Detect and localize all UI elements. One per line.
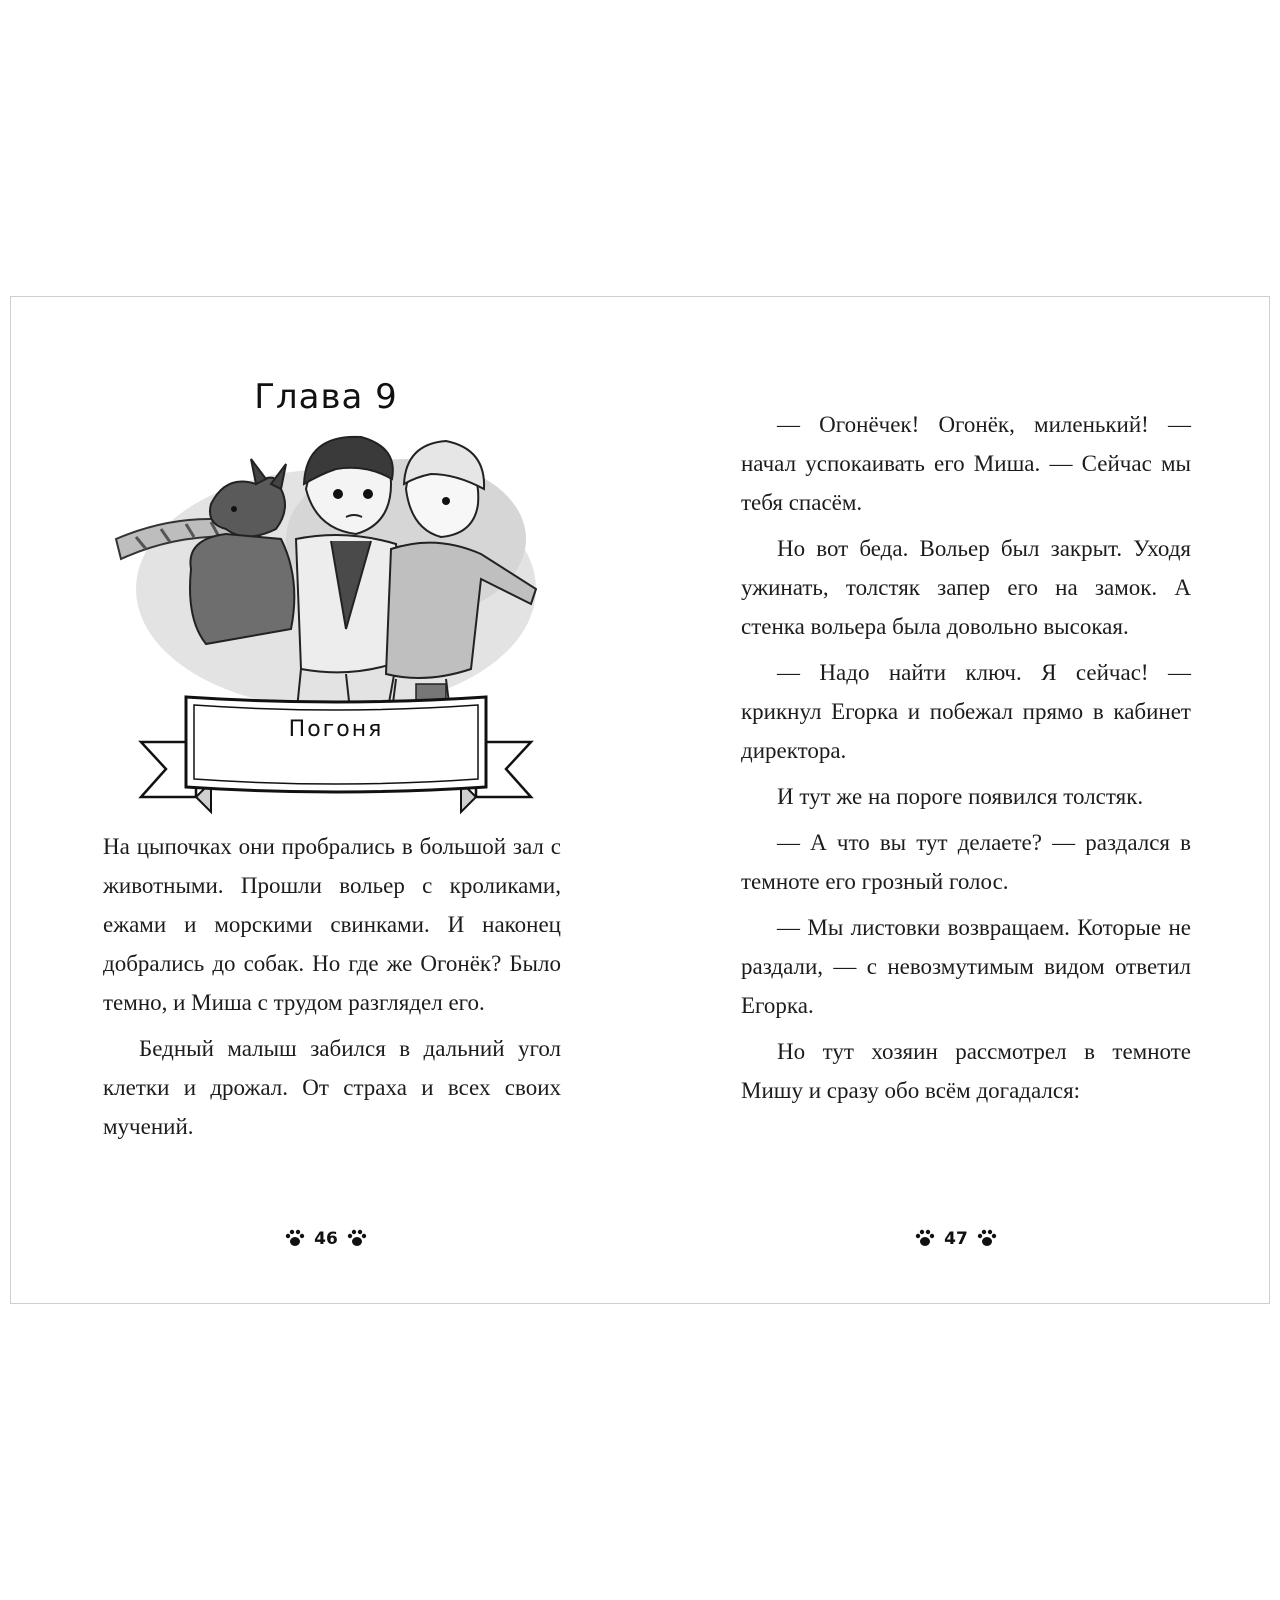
paragraph: Но тут хозяин рассмотрел в темноте Мишу и сразу обо всём догадался:: [741, 1039, 1191, 1103]
paw-print-icon: [915, 1229, 935, 1247]
book-spread: [10, 296, 1270, 1304]
page-number-left: [11, 1229, 641, 1249]
chapter-title: Глава 9: [254, 377, 398, 417]
paragraph: — Надо найти ключ. Я сейчас! — крикнул Егорка и побежал прямо в кабинет директора.: [741, 660, 1191, 763]
paragraph: На цыпочках они пробрались в большой зал с животными. Прошли вольер с кроликами, ежами и морскими свинками. И наконец добрались до собак. Но где же Огонёк? Было темно, и Миша с трудом разглядел его.: [103, 834, 561, 1015]
chapter-illustration: [106, 429, 546, 719]
paragraph: — Огонёчек! Огонёк, миленький! — начал успокаивать его Миша. — Сейчас мы тебя спасём.: [741, 412, 1191, 515]
paragraph: Но вот беда. Вольер был закрыт. Уходя ужинать, толстяк запер его на замок. А стенка вольера была довольно высокая.: [741, 536, 1191, 639]
paragraph: И тут же на пороге появился толстяк.: [777, 784, 1144, 809]
paw-print-icon: [285, 1229, 305, 1247]
page-number: 46: [314, 1229, 338, 1249]
paragraph: Бедный малыш забился в дальний угол клетки и дрожал. От страха и всех своих мучений.: [103, 1036, 561, 1139]
paw-print-icon: [977, 1229, 997, 1247]
paragraph: — А что вы тут делаете? — раздался в темноте его грозный голос.: [741, 830, 1191, 894]
page-number-right: [641, 1229, 1271, 1249]
left-page: [11, 297, 641, 1303]
right-page: [641, 297, 1271, 1303]
left-page-text: [103, 827, 561, 1153]
paragraph: — Мы листовки возвращаем. Которые не раздали, — с невозмутимым видом ответил Егорка.: [741, 915, 1191, 1018]
paw-print-icon: [347, 1229, 367, 1247]
page-number: 47: [944, 1229, 968, 1249]
chapter-name: Погоня: [288, 717, 384, 742]
chapter-banner: [136, 687, 536, 822]
right-page-text: [741, 405, 1191, 1117]
